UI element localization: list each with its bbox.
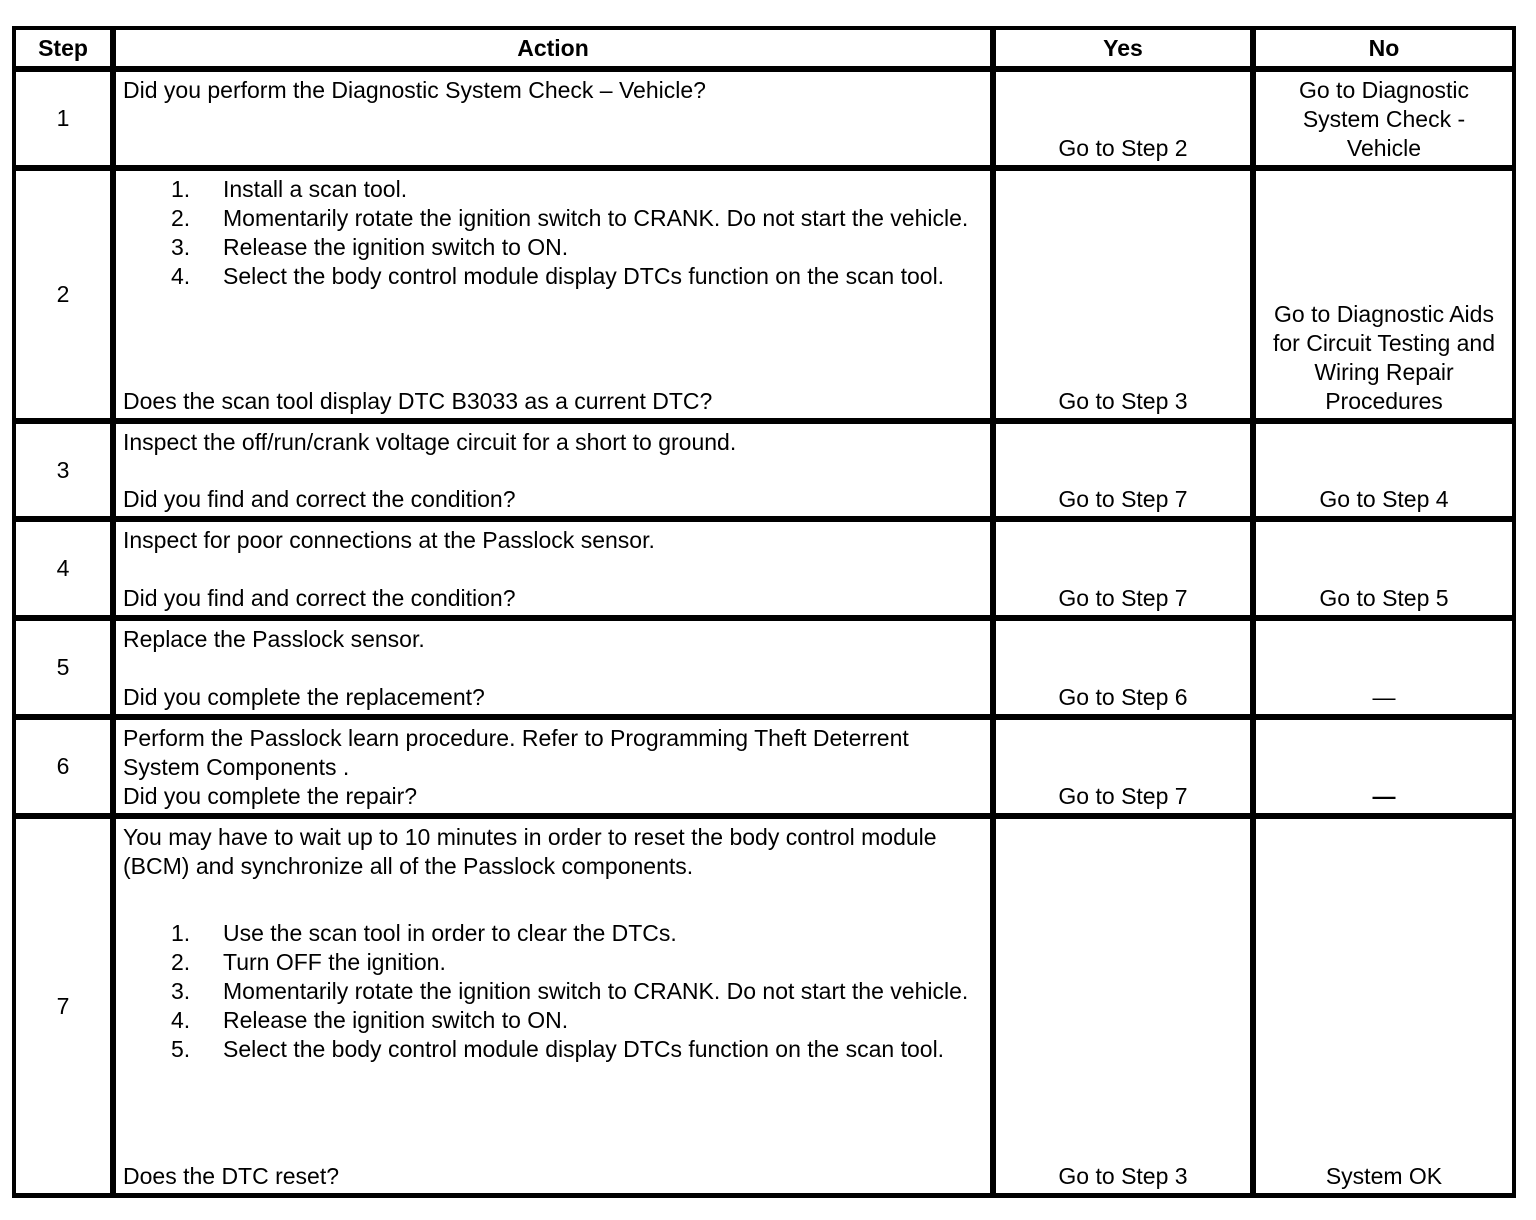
action-cell — [116, 171, 990, 418]
action-text: Did you perform the Diagnostic System Check – Vehicle? — [123, 77, 706, 103]
header-no: No — [1256, 30, 1512, 66]
step-list — [123, 175, 984, 291]
no-cell — [1256, 72, 1512, 165]
no-result: System OK — [1325, 1163, 1443, 1189]
yes-cell — [996, 424, 1250, 516]
list-item: 4. Release the ignition switch to ON. — [171, 1007, 569, 1033]
action-text: You may have to wait up to 10 minutes in order to reset the body control module (BCM) and synchronize all of the Passlock components. — [123, 824, 937, 879]
action-cell — [116, 621, 990, 714]
action-text: Perform the Passlock learn procedure. Refer to Programming Theft Deterrent System Components . — [123, 725, 909, 780]
action-question: Did you find and correct the condition? — [123, 585, 516, 611]
list-item: 1. Install a scan tool. — [171, 176, 408, 202]
action-cell — [116, 424, 990, 516]
step-number: 5 — [16, 621, 110, 714]
no-dash: — — [1372, 684, 1396, 710]
list-item: 3. Release the ignition switch to ON. — [171, 234, 569, 260]
yes-link[interactable]: Go to Step 3 — [1058, 1163, 1188, 1189]
yes-link[interactable]: Go to Step 6 — [1058, 684, 1188, 710]
action-question: Did you complete the repair? — [123, 783, 418, 809]
list-item: 2. Momentarily rotate the ignition switch to CRANK. Do not start the vehicle. — [171, 205, 969, 231]
action-question: Does the scan tool display DTC B3033 as a current DTC? — [123, 388, 713, 414]
yes-cell — [996, 72, 1250, 165]
header-yes: Yes — [996, 30, 1250, 66]
diagnostic-table — [12, 26, 1516, 1198]
yes-cell — [996, 720, 1250, 813]
list-item: 4. Select the body control module display DTCs function on the scan tool. — [171, 263, 945, 289]
no-cell — [1256, 720, 1512, 813]
yes-link[interactable]: Go to Step 7 — [1058, 585, 1188, 611]
action-question: Did you complete the replacement? — [123, 684, 485, 710]
action-cell — [116, 72, 990, 165]
yes-cell — [996, 621, 1250, 714]
step-list — [123, 919, 984, 1064]
action-text: Replace the Passlock sensor. — [123, 626, 425, 652]
no-link[interactable]: Go to Step 5 — [1319, 585, 1449, 611]
yes-link[interactable]: Go to Step 3 — [1058, 388, 1188, 414]
action-cell — [116, 819, 990, 1193]
yes-link[interactable]: Go to Step 2 — [1058, 135, 1188, 161]
yes-link[interactable]: Go to Step 7 — [1058, 783, 1188, 809]
no-cell — [1256, 522, 1512, 615]
no-cell — [1256, 424, 1512, 516]
step-number: 6 — [16, 720, 110, 813]
no-cell — [1256, 819, 1512, 1193]
action-text: Inspect the off/run/crank voltage circuit for a short to ground. — [123, 429, 737, 455]
action-cell — [116, 522, 990, 615]
no-link[interactable]: Go to Diagnostic Aids for Circuit Testing and Wiring Repair Procedures — [1272, 301, 1495, 414]
no-link[interactable]: Go to Step 4 — [1319, 486, 1449, 512]
action-cell — [116, 720, 990, 813]
header-action: Action — [116, 30, 990, 66]
no-cell — [1256, 621, 1512, 714]
no-dash: — — [1372, 783, 1396, 809]
list-item: 3. Momentarily rotate the ignition switch to CRANK. Do not start the vehicle. — [171, 978, 969, 1004]
action-question: Does the DTC reset? — [123, 1163, 340, 1189]
yes-link[interactable]: Go to Step 7 — [1058, 486, 1188, 512]
yes-cell — [996, 819, 1250, 1193]
step-number: 4 — [16, 522, 110, 615]
yes-cell — [996, 171, 1250, 418]
action-text: Inspect for poor connections at the Passlock sensor. — [123, 527, 655, 553]
list-item: 5. Select the body control module display DTCs function on the scan tool. — [171, 1036, 945, 1062]
yes-cell — [996, 522, 1250, 615]
no-link[interactable]: Go to Diagnostic System Check - Vehicle — [1298, 77, 1470, 161]
step-number: 3 — [16, 424, 110, 516]
list-item: 2. Turn OFF the ignition. — [171, 949, 446, 975]
step-number: 2 — [16, 171, 110, 418]
header-step: Step — [16, 30, 110, 66]
list-item: 1. Use the scan tool in order to clear the DTCs. — [171, 920, 677, 946]
step-number: 1 — [16, 72, 110, 165]
no-cell — [1256, 171, 1512, 418]
action-question: Did you find and correct the condition? — [123, 486, 516, 512]
step-number: 7 — [16, 819, 110, 1193]
